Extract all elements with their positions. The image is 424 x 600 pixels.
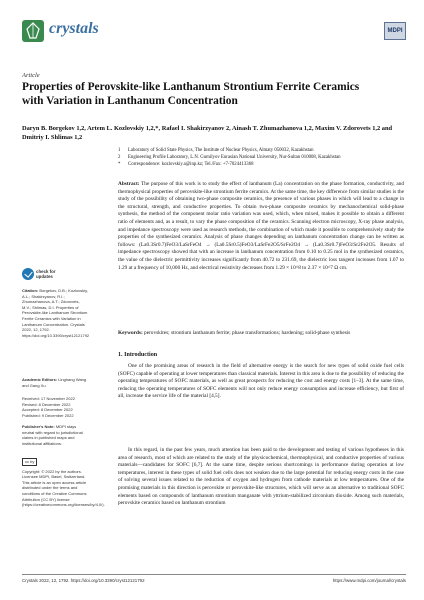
paper-title: Properties of Perovskite-like Lanthanum Strontium Ferrite Ceramics with Variation in Lanthanum Concentration [22,81,360,107]
correspondence[interactable]: * Correspondence: kozlovskiy.a@inp.kz; Tel./Fax: +7-7024413368 [118,162,254,167]
check-icon [22,268,34,280]
body-paragraph-2: In this regard, in the past few years, much attention has been paid to the development and testing of various hypotheses in this area of research, most of which are related to the study of the physicochemical, thermophysical, and conductive properties of various materials—candidates for SOFC [6,7]. At the same time, despite serious shortcomings in performance during operation at low temperatures, interest in these types of solid fuel cells does not weaken due to the large potential for reducing energy costs in the case of solving several issues related to the reduction of oxygen and hydrogen from cathode materials at low temperatures. One of the promising materials in this direction is perovskite or perovskite-like structures, which will serve as an alternative to traditional SOFC elements based on compounds of lanthanum strontium manganate with yttrium-stabilized zirconium dioxide. Among such materials, perovskite ceramics based on lanthanum strontium [118,447,404,507]
article-type: Article [22,72,40,79]
keywords [118,330,404,338]
mdpi-logo[interactable]: MDPI [384,22,406,40]
section-title: 1. Introduction [118,352,158,358]
crystals-logo-icon [22,20,44,42]
abstract-label: Abstract: [118,181,140,187]
keywords-text: perovskites; strontium lanthanum ferrite; phase transformations; hardening; solid-phase synthesis [144,330,351,336]
abstract [118,181,404,272]
check-for-updates-badge[interactable]: check for updates [22,268,62,282]
affiliation-1: 1 Laboratory of Solid State Physics, The Institute of Nuclear Physics, Almaty 050032, Kazakhstan [118,148,314,153]
affiliations [118,147,404,168]
journal-header [22,14,406,54]
page-footer [22,578,406,583]
publisher-note: Publisher's Note: MDPI stays neutral with regard to jurisdictional claims in published maps and institutional affiliations. [22,424,83,446]
body-paragraph-1: One of the promising areas of research in the field of alternative energy is the search for new types of solid oxide fuel cells (SOFC) capable of operating at lower temperatures than classical materials. Interest in this area is due to the possibility of reducing the operating temperatures of SOFC materials, as well as great prospects for reducing the cost and energy costs [1–3]. At the same time, reducing the operating temperatures of SOFC elements will not only reduce energy consumption and increase efficiency, but first of all, increase the service life of the material [4,5]. [118,363,404,400]
author-list: Daryn B. Borgekov 1,2, Artem L. Kozlovskiy 1,2,*, Rafael I. Shakirzyanov 2, Ainash T. Zhumazhanova 1,2, Maxim V. Zdorovets 1,2 and Dmitriy I. Shlimas 1,2 [22,125,393,141]
copyright-text: Copyright: © 2022 by the authors. Licensee MDPI, Basel, Switzerland. This article is an open access article distributed under the terms and conditions of the Creative Commons Attribution (CC BY) license (https://creativecommons.org/licenses/by/4.0/). [22,468,105,508]
journal-name[interactable]: crystals [49,20,99,37]
footer-divider [22,574,406,575]
affiliation-2: 2 Engineering Profile Laboratory, L.N. Gumilyov Eurasian National University, Nur-Sultan 010008, Kazakhstan [118,155,341,160]
footer-url[interactable]: https://www.mdpi.com/journal/crystals [332,578,406,583]
dates-block: Received: 17 November 2022 Revised: 8 December 2022 Accepted: 8 December 2022 Published: 9 December 2022 [22,396,75,418]
license-block [22,456,105,508]
citation-block: Citation: Borgekov, D.B.; Kozlovskiy, A.L.; Shakirzyanov, R.I.; Zhumazhanova, A.T.; Zdorovets, M.V.; Shlimas, D.I. Properties of Perovskite-like Lanthanum Strontium Ferrite Ceramics with Variation in Lanthanum Concentration. Crystals 2022, 12, 1792. https://doi.org/10.3390/cryst12121792 [22,288,90,338]
footer-citation[interactable]: Crystals 2022, 12, 1792. https://doi.org/10.3390/cryst12121792 [22,578,145,583]
abstract-text: The purpose of this work is to study the effect of lanthanum (La) concentration on the phase formation, conductivity, and thermophysical properties of perovskite-like strontium ferrite ceramics. At the same time, the key difference from similar studies is the study of the possibility of obtaining two-phase composite ceramics, the presence of various phases in which will lead to a change in the structural, strength, and conductive properties. To obtain two-phase composite ceramics by mechanochemical solid-phase synthesis, the method of the component molar ratio variation was used, which, when mixed, makes it possible to obtain a different ratio of elements and, as a result, to vary the phase composition of the ceramics. Scanning electron microscopy, X-ray phase analysis, and impedance spectroscopy were used as research methods, the combination of which made it possible to comprehensively study the properties of the synthesized ceramics. Analysis of phase changes depending on lanthanum concentration change can be written as follows: (La0.3Sr0.7)FeO3/LaSrFeO4 → (La0.5Sr0.5)FeO3/LaSrFe2O5/SrFe2O4 → (La0.3Sr0.7)FeO3/Sr2Fe2O5. Results of impedance spectroscopy showed that with an increase in lanthanum concentration from 0.10 to 0.25 mol in the synthesized ceramics, the value of the dielectric permittivity increases significantly from 40.72 to 231.69, the dielectric loss tangent increases from 1.07 to 1.29 at a frequency of 10,000 Hz, and electrical resistivity decreases from 1.29 × 10^8 to 2.37 × 10^7 Ω cm. [118,181,404,271]
keywords-label: Keywords: [118,330,143,336]
editors-block: Academic Editors: Linghang Wang and Gang Xu [22,377,87,388]
cc-by-badge[interactable]: cc by [22,458,37,466]
